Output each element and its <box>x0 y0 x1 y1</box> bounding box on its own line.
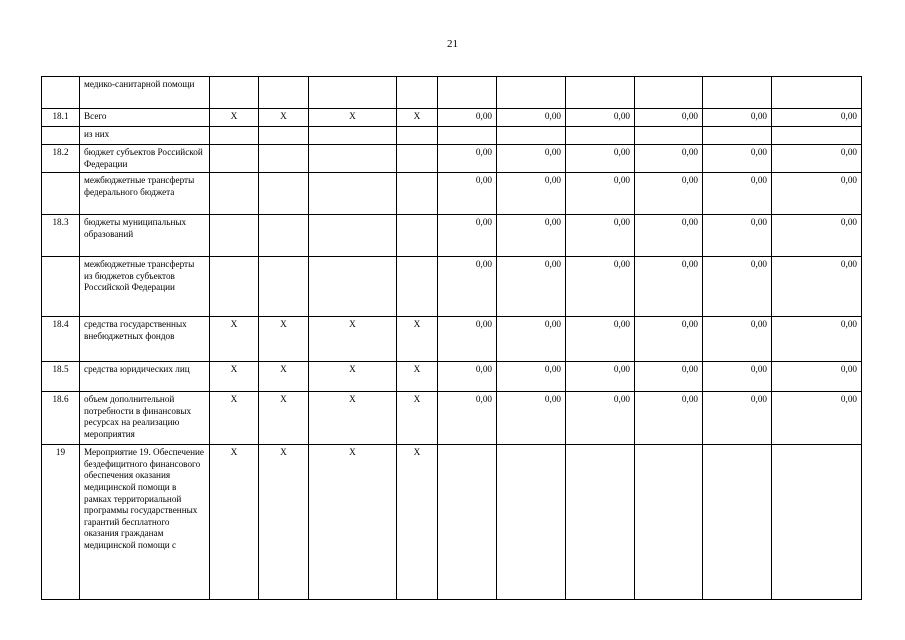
marker-cell: X <box>259 445 309 600</box>
value-cell: 0,00 <box>438 145 497 173</box>
marker-cell <box>210 257 259 317</box>
marker-cell <box>309 145 397 173</box>
value-cell: 0,00 <box>438 392 497 445</box>
row-number: 18.1 <box>42 109 80 127</box>
value-cell <box>703 77 772 109</box>
value-cell: 0,00 <box>772 362 862 392</box>
value-cell: 0,00 <box>635 317 703 362</box>
row-number: 19 <box>42 445 80 600</box>
value-cell: 0,00 <box>703 173 772 215</box>
marker-cell: X <box>259 109 309 127</box>
value-cell <box>772 127 862 145</box>
value-cell: 0,00 <box>703 392 772 445</box>
value-cell: 0,00 <box>566 257 635 317</box>
value-cell: 0,00 <box>772 145 862 173</box>
value-cell: 0,00 <box>497 173 566 215</box>
row-label: Всего <box>80 109 210 127</box>
value-cell: 0,00 <box>635 362 703 392</box>
row-label: средства юридических лиц <box>80 362 210 392</box>
marker-cell: X <box>397 362 438 392</box>
row-number: 18.5 <box>42 362 80 392</box>
marker-cell <box>397 215 438 257</box>
value-cell: 0,00 <box>635 145 703 173</box>
value-cell: 0,00 <box>497 145 566 173</box>
table-row <box>42 77 862 109</box>
row-number: 18.6 <box>42 392 80 445</box>
value-cell: 0,00 <box>703 215 772 257</box>
row-label: бюджеты муниципальных образований <box>80 215 210 257</box>
marker-cell <box>259 145 309 173</box>
marker-cell <box>309 215 397 257</box>
row-label: средства государственных внебюджетных фондов <box>80 317 210 362</box>
marker-cell <box>309 77 397 109</box>
value-cell: 0,00 <box>497 257 566 317</box>
table-row <box>42 127 862 145</box>
value-cell: 0,00 <box>438 173 497 215</box>
value-cell: 0,00 <box>772 215 862 257</box>
table-row <box>42 445 862 600</box>
value-cell <box>635 127 703 145</box>
value-cell: 0,00 <box>566 317 635 362</box>
value-cell: 0,00 <box>703 362 772 392</box>
value-cell <box>497 77 566 109</box>
value-cell: 0,00 <box>438 257 497 317</box>
value-cell: 0,00 <box>635 257 703 317</box>
value-cell: 0,00 <box>772 317 862 362</box>
row-number <box>42 77 80 109</box>
row-label: объем дополнительной потребности в финансовых ресурсах на реализацию мероприятия <box>80 392 210 445</box>
value-cell <box>703 445 772 600</box>
marker-cell <box>309 257 397 317</box>
value-cell <box>772 445 862 600</box>
value-cell: 0,00 <box>497 392 566 445</box>
value-cell: 0,00 <box>703 109 772 127</box>
row-number <box>42 173 80 215</box>
marker-cell <box>259 127 309 145</box>
value-cell: 0,00 <box>438 317 497 362</box>
marker-cell <box>397 127 438 145</box>
row-label: из них <box>80 127 210 145</box>
marker-cell: X <box>210 392 259 445</box>
marker-cell <box>210 77 259 109</box>
marker-cell <box>397 77 438 109</box>
value-cell <box>438 127 497 145</box>
value-cell <box>438 445 497 600</box>
value-cell: 0,00 <box>566 392 635 445</box>
row-number <box>42 257 80 317</box>
marker-cell: X <box>259 362 309 392</box>
value-cell: 0,00 <box>703 145 772 173</box>
table-row <box>42 392 862 445</box>
marker-cell <box>397 145 438 173</box>
value-cell: 0,00 <box>438 215 497 257</box>
value-cell: 0,00 <box>566 362 635 392</box>
value-cell: 0,00 <box>497 362 566 392</box>
table-row <box>42 109 862 127</box>
value-cell: 0,00 <box>772 392 862 445</box>
marker-cell <box>397 173 438 215</box>
marker-cell <box>397 257 438 317</box>
marker-cell <box>210 145 259 173</box>
value-cell: 0,00 <box>635 392 703 445</box>
marker-cell: X <box>210 362 259 392</box>
marker-cell: X <box>259 317 309 362</box>
value-cell: 0,00 <box>703 257 772 317</box>
value-cell: 0,00 <box>635 215 703 257</box>
marker-cell: X <box>397 109 438 127</box>
table-row <box>42 215 862 257</box>
row-label: межбюджетные трансферты федерального бюджета <box>80 173 210 215</box>
row-label: бюджет субъектов Российской Федерации <box>80 145 210 173</box>
value-cell: 0,00 <box>772 257 862 317</box>
marker-cell <box>259 215 309 257</box>
value-cell: 0,00 <box>438 362 497 392</box>
value-cell: 0,00 <box>772 109 862 127</box>
value-cell: 0,00 <box>772 173 862 215</box>
marker-cell <box>210 215 259 257</box>
marker-cell <box>210 173 259 215</box>
marker-cell <box>259 257 309 317</box>
value-cell: 0,00 <box>497 215 566 257</box>
marker-cell: X <box>309 392 397 445</box>
table-row <box>42 173 862 215</box>
row-number: 18.4 <box>42 317 80 362</box>
value-cell: 0,00 <box>703 317 772 362</box>
value-cell: 0,00 <box>566 173 635 215</box>
value-cell <box>635 445 703 600</box>
table-row <box>42 257 862 317</box>
value-cell <box>703 127 772 145</box>
table-row <box>42 317 862 362</box>
marker-cell <box>309 173 397 215</box>
value-cell: 0,00 <box>438 109 497 127</box>
marker-cell <box>309 127 397 145</box>
marker-cell <box>259 173 309 215</box>
value-cell <box>566 445 635 600</box>
table-body <box>42 77 862 600</box>
row-label: медико-санитарной помощи <box>80 77 210 109</box>
table-row <box>42 362 862 392</box>
financing-table <box>41 76 862 600</box>
row-number: 18.3 <box>42 215 80 257</box>
row-number <box>42 127 80 145</box>
value-cell <box>566 127 635 145</box>
value-cell <box>566 77 635 109</box>
marker-cell: X <box>210 317 259 362</box>
marker-cell: X <box>397 317 438 362</box>
table-row <box>42 145 862 173</box>
row-label: межбюджетные трансферты из бюджетов субъектов Российской Федерации <box>80 257 210 317</box>
value-cell: 0,00 <box>635 109 703 127</box>
marker-cell <box>210 127 259 145</box>
value-cell <box>497 127 566 145</box>
row-number: 18.2 <box>42 145 80 173</box>
value-cell <box>635 77 703 109</box>
marker-cell <box>259 77 309 109</box>
marker-cell: X <box>309 445 397 600</box>
marker-cell: X <box>397 392 438 445</box>
marker-cell: X <box>210 109 259 127</box>
marker-cell: X <box>309 362 397 392</box>
marker-cell: X <box>309 317 397 362</box>
marker-cell: X <box>309 109 397 127</box>
value-cell <box>497 445 566 600</box>
marker-cell: X <box>210 445 259 600</box>
value-cell: 0,00 <box>635 173 703 215</box>
value-cell: 0,00 <box>497 109 566 127</box>
value-cell: 0,00 <box>497 317 566 362</box>
value-cell: 0,00 <box>566 145 635 173</box>
row-label: Мероприятие 19. Обеспечение бездефицитного финансового обеспечения оказания медицинской помощи в рамках территориальной программы государственных гарантий бесплатного оказания гражданам медицинской помощи с <box>80 445 210 600</box>
value-cell: 0,00 <box>566 215 635 257</box>
value-cell <box>438 77 497 109</box>
value-cell <box>772 77 862 109</box>
value-cell: 0,00 <box>566 109 635 127</box>
marker-cell: X <box>259 392 309 445</box>
marker-cell: X <box>397 445 438 600</box>
page-number: 21 <box>447 38 458 50</box>
